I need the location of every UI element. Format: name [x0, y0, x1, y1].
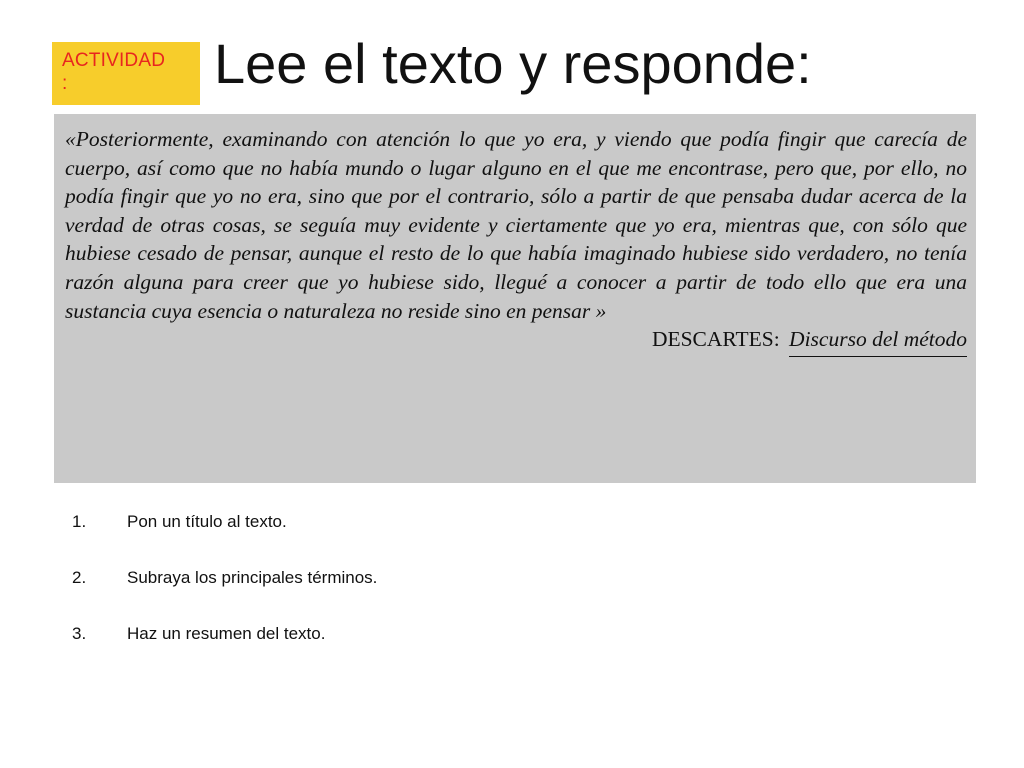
activity-badge-label: ACTIVIDAD: [62, 50, 166, 71]
task-text: Subraya los principales términos.: [127, 568, 378, 587]
quote-box: [54, 114, 976, 483]
quote-author: DESCARTES:: [651, 327, 780, 352]
activity-badge: [52, 42, 200, 105]
activity-badge-colon: :: [62, 73, 68, 94]
task-text: Pon un título al texto.: [127, 512, 287, 531]
task-number: 1.: [72, 512, 87, 531]
task-number: 2.: [72, 568, 87, 587]
quote-work-title: Discurso del método: [789, 325, 967, 357]
quote-text: «Posteriormente, examinando con atención lo que yo era, y viendo que podía fingir que carecía de cuerpo, así como que no había mundo o lugar alguno en el que me encontrase, pero que, por ello, no podía fingir que yo no era, sino que por el contrario, sólo a partir de que pensaba dudar acerca de la verdad de otras cosas, se seguía muy evidente y ciertamente que yo era, mientras que, con sólo que hubiese cesado de pensar, aunque el resto de lo que había imaginado hubiese sido verdadero, no tenía razón alguna para creer que yo hubiese sido, llegué a conocer a partir de todo ello que era una sustancia cuya esencia o naturaleza no reside sino en pensar »: [65, 127, 967, 323]
task-text: Haz un resumen del texto.: [127, 624, 326, 643]
task-number: 3.: [72, 624, 87, 643]
page-title: Lee el texto y responde:: [214, 32, 812, 95]
quote-attribution: [65, 325, 967, 357]
